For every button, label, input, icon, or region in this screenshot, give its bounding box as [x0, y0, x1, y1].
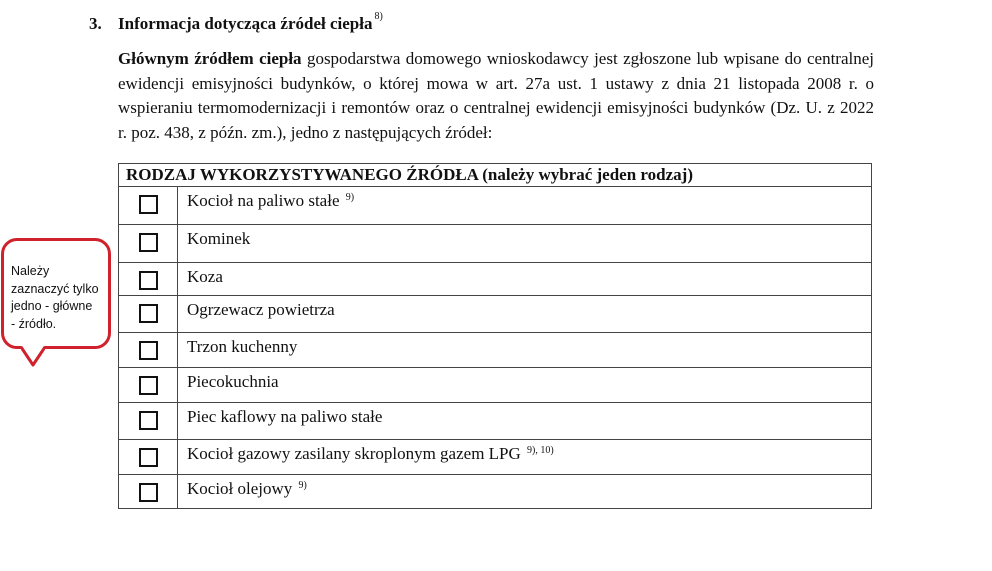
section-footnote: 8)	[374, 11, 383, 22]
source-label-cell	[178, 263, 872, 296]
footnote-marker: 9)	[345, 192, 355, 203]
table-row	[119, 187, 872, 225]
checkbox[interactable]	[139, 448, 158, 467]
checkbox[interactable]	[139, 304, 158, 323]
checkbox-cell	[119, 225, 178, 263]
checkbox-cell	[119, 475, 178, 509]
table-row	[119, 368, 872, 403]
table-row	[119, 403, 872, 440]
checkbox-cell	[119, 333, 178, 368]
footnote-marker: 9)	[298, 480, 307, 491]
callout-line: - źródło.	[11, 316, 57, 331]
source-label: Trzon kuchenny	[187, 337, 298, 356]
checkbox[interactable]	[139, 483, 158, 502]
table-row	[119, 475, 872, 509]
section-heading	[89, 11, 383, 34]
paragraph-text: gospodarstwa domowego wnioskodawcy jest zgłoszone lub wpisane do centralnej ewidencji emisyjności budynków, o której mowa w art. 27a ust. 1 ustawy z dnia 21 listopada 2008 r. o wspieraniu termomodernizacji i remontów oraz o centralnej ewidencji emisyjności budynków (Dz. U. z 2022 r. poz. 438, z późn. zm.), jedno z następujących źródeł:	[118, 49, 874, 142]
table-row	[119, 333, 872, 368]
source-label-cell	[178, 475, 872, 509]
source-label: Piec kaflowy na paliwo stałe	[187, 407, 383, 426]
checkbox[interactable]	[139, 411, 158, 430]
source-label: Piecokuchnia	[187, 372, 279, 391]
intro-paragraph	[118, 47, 874, 145]
section-number: 3.	[89, 14, 102, 33]
checkbox[interactable]	[139, 271, 158, 290]
table-row	[119, 225, 872, 263]
table-row	[119, 296, 872, 333]
heat-source-table	[118, 163, 872, 509]
callout-tail-icon	[21, 345, 45, 369]
source-label-cell	[178, 187, 872, 225]
source-label-cell	[178, 440, 872, 475]
source-label-cell	[178, 368, 872, 403]
source-label-cell	[178, 403, 872, 440]
source-label: Kominek	[187, 229, 251, 248]
checkbox[interactable]	[139, 195, 158, 214]
source-label: Kocioł olejowy	[187, 479, 293, 498]
table-header: RODZAJ WYKORZYSTYWANEGO ŹRÓDŁA (należy wybrać jeden rodzaj)	[119, 164, 872, 187]
table-row	[119, 440, 872, 475]
source-label: Koza	[187, 267, 223, 286]
source-label: Kocioł na paliwo stałe	[187, 191, 340, 210]
checkbox[interactable]	[139, 341, 158, 360]
checkbox[interactable]	[139, 233, 158, 252]
callout-line: jedno - główne	[11, 299, 93, 313]
checkbox-cell	[119, 368, 178, 403]
checkbox-cell	[119, 296, 178, 333]
section-title: Informacja dotycząca źródeł ciepła	[118, 14, 373, 33]
checkbox-cell	[119, 263, 178, 296]
footnote-marker: 9), 10)	[527, 445, 554, 456]
callout-note	[1, 238, 111, 349]
source-label-cell	[178, 333, 872, 368]
callout-line: zaznaczyć tylko	[11, 281, 99, 296]
checkbox[interactable]	[139, 376, 158, 395]
table-row	[119, 263, 872, 296]
callout-line: Należy	[11, 264, 50, 278]
source-label: Ogrzewacz powietrza	[187, 300, 335, 319]
callout-text	[11, 263, 99, 333]
paragraph-bold-lead: Głównym źródłem ciepła	[118, 49, 302, 68]
checkbox-cell	[119, 440, 178, 475]
source-label: Kocioł gazowy zasilany skroplonym gazem LPG	[187, 444, 521, 463]
checkbox-cell	[119, 403, 178, 440]
source-label-cell	[178, 225, 872, 263]
source-label-cell	[178, 296, 872, 333]
checkbox-cell	[119, 187, 178, 225]
